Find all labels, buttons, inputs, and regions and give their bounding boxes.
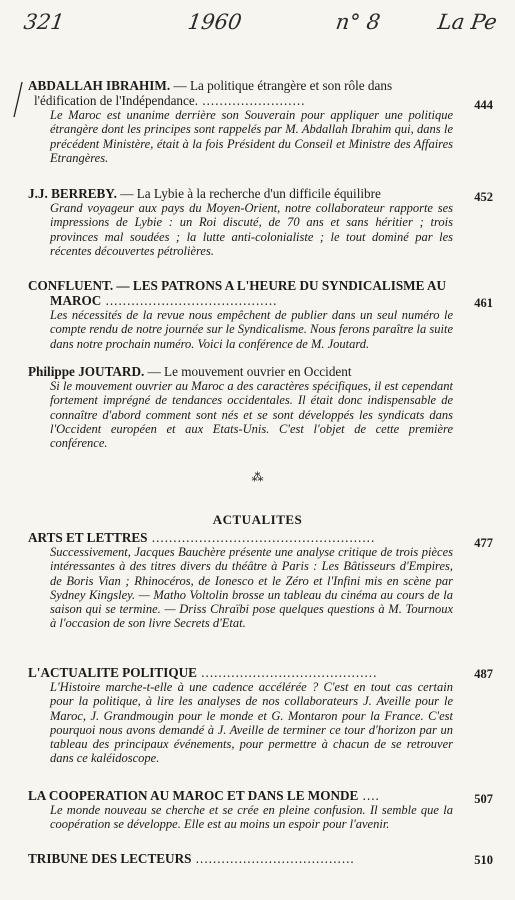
entry-author: L'ACTUALITE POLITIQUE <box>28 665 197 680</box>
entry-heading <box>28 788 493 803</box>
entry-description: Le Maroc est unanime derrière son Souverain pour appliquer une politique étrangère dont les principes sont rappelés par M. Abdallah Ibrahim qui, dans le précédent Ministère, était à la fois Président du Conseil et Ministre des Affaires Etrangères. <box>50 108 453 165</box>
entry-heading <box>28 186 493 201</box>
entry-page-number: 461 <box>474 296 493 310</box>
handwritten-page-number: 321 <box>22 10 66 34</box>
entry-description: Grand voyageur aux pays du Moyen-Orient, notre collaborateur rapporte ses impressions de Lybie : un Roi discuté, de 70 ans et sans héritier ; trois provinces mal soudées ; la lutte anti-colonialiste ; le tout dominé par les récentes découvertes pétrolières. <box>50 201 453 258</box>
toc-entry <box>28 788 493 832</box>
entry-author: CONFLUENT. — LES PATRONS A L'HEURE DU SYNDICALISME AU MAROC <box>28 278 447 308</box>
entry-description: Si le mouvement ouvrier au Maroc a des caractères spécifiques, il est cependant fortement imprégné de tendances occidentales. Il était donc indispensable de connaître d'abord comment sont nés et se sont développés les syndicats dans l'Occident européen et aux Etats-Unis. C'est l'objet de cette première conférence. <box>50 379 453 451</box>
entry-author: TRIBUNE DES LECTEURS <box>28 851 192 866</box>
entry-description: Les nécessités de la revue nous empêchent de publier dans un seul numéro le compte rendu de notre journée sur le Syndicalisme. Nous ferons paraître la suite dans notre prochain numéro. Voici la conférence de M. Joutard. <box>50 308 453 351</box>
margin-check-mark <box>12 80 26 120</box>
entry-author: ABDALLAH IBRAHIM. <box>28 78 171 93</box>
entry-heading <box>28 665 493 680</box>
entry-leader-dots: .................................................... <box>147 530 376 545</box>
handwritten-year: 1960 <box>186 10 244 34</box>
handwritten-title: La Pe <box>436 10 499 34</box>
entry-title: — La politique étrangère et son rôle dans l'édification de l'Indépendance. <box>34 78 393 108</box>
entry-leader-dots: .... <box>358 788 380 803</box>
entry-title: — La Lybie à la recherche d'un difficile équilibre <box>116 186 381 201</box>
entry-heading <box>28 530 493 545</box>
toc-entry <box>28 665 493 766</box>
entry-title: — Le mouvement ouvrier en Occident <box>144 364 352 379</box>
toc-entry <box>28 851 493 866</box>
toc-entry <box>28 78 493 165</box>
entry-author: J.J. BERREBY. <box>28 186 117 201</box>
entry-heading <box>28 851 493 866</box>
section-title: ACTUALITES <box>212 512 303 527</box>
entry-leader-dots: ........................ <box>198 93 306 108</box>
entry-leader-dots: ......................................... <box>196 665 378 680</box>
entry-author: Philippe JOUTARD. <box>28 364 145 379</box>
entry-leader-dots: ........................................ <box>101 293 278 308</box>
entry-heading <box>28 364 493 379</box>
entry-page-number: 507 <box>474 792 493 806</box>
toc-entry <box>28 278 493 351</box>
entry-page-number: 510 <box>474 853 493 867</box>
entry-description: L'Histoire marche-t-elle à une cadence accélérée ? C'est en tout cas certain pour la politique, à lire les analyses de nos collaborateurs J. Aveille pour le Maroc, J. Grandmougin pour le monde et G. Montaron pour la France. C'est pourquoi nous avons demandé à J. Aveille de terminer ce tour d'horizon par un tableau des principaux événements, pour permettre à chacun de se retrouver dans ce kaléidoscope. <box>50 680 453 766</box>
section-separator: ⁂ <box>251 470 264 484</box>
entry-description: Successivement, Jacques Bauchère présente une analyse critique de trois pièces intéressantes à des titres divers du théâtre à Paris : Les Bâtisseurs d'Empires, de Boris Vian ; Rhinocéros, de Ionesco et le Zéro et l'Infini mis en scène par Sydney Kingsley. — Matho Voltolin brosse un tableau du cinéma au cours de la saison qui se termine. — Driss Chraïbi pose quelques questions à M. Tournoux à l'occasion de son livre Secrets d'Etat. <box>50 545 453 631</box>
entry-author: LA COOPERATION AU MAROC ET DANS LE MONDE <box>28 788 359 803</box>
entry-page-number: 452 <box>474 190 493 204</box>
entry-heading <box>28 278 493 308</box>
entry-page-number: 477 <box>474 536 493 550</box>
entry-author: ARTS ET LETTRES <box>28 530 148 545</box>
toc-entry <box>28 186 493 258</box>
toc-entry <box>28 364 493 450</box>
toc-entry <box>28 530 493 631</box>
entry-description: Le monde nouveau se cherche et se crée en pleine confusion. Il semble que la coopération se développe. Elle est au moins un espoir pour l'avenir. <box>50 803 453 832</box>
handwritten-issue: n° 8 <box>334 10 382 34</box>
entry-leader-dots: ..................................... <box>191 851 355 866</box>
entry-heading <box>28 78 493 108</box>
entry-page-number: 444 <box>474 98 493 112</box>
entry-page-number: 487 <box>474 667 493 681</box>
